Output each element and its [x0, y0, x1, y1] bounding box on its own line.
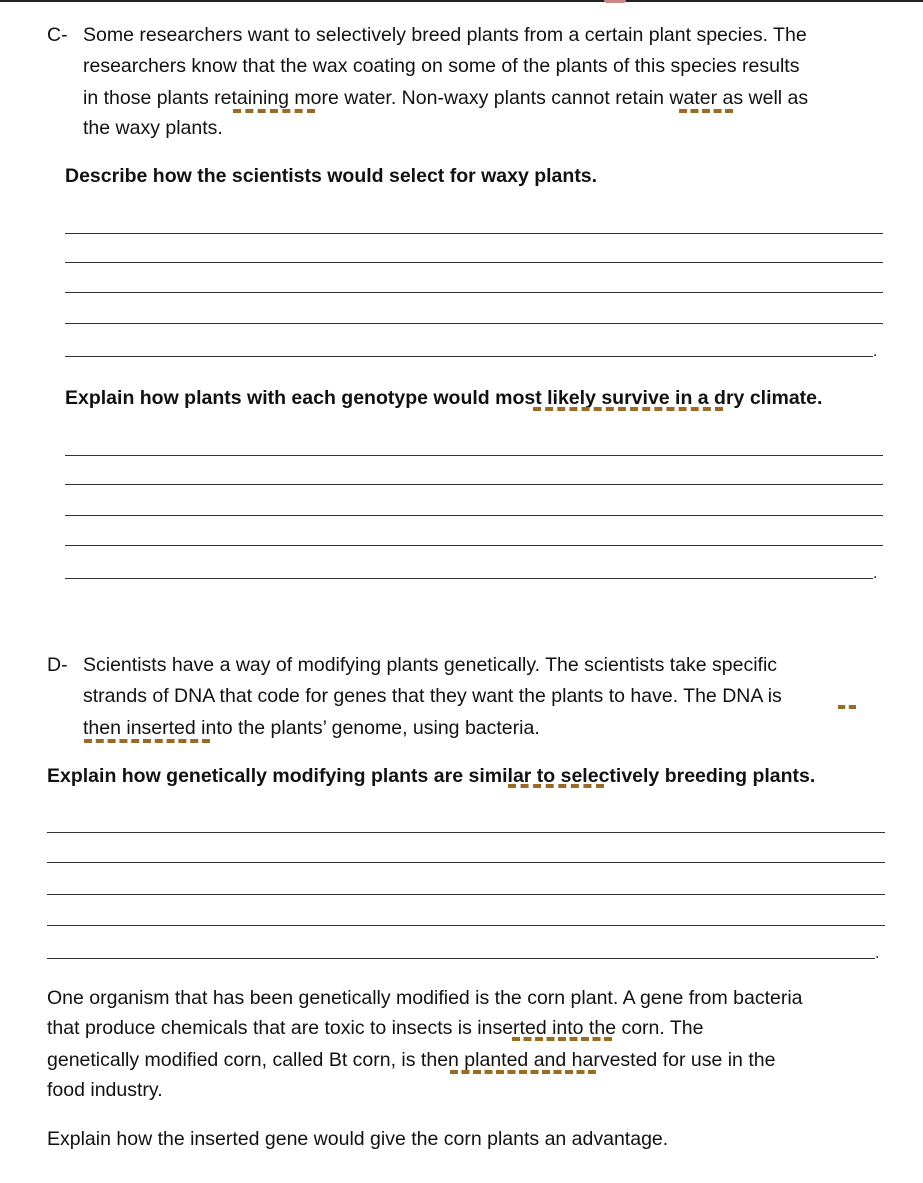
section-c-question-1: Describe how the scientists would select for waxy plants.: [65, 165, 598, 187]
section-d-question-2: Explain how the inserted gene would give the corn plants an advantage.: [47, 1128, 669, 1150]
section-c-line-2: researchers know that the wax coating on some of the plants of this species results: [83, 55, 800, 77]
section-d-paragraph-line-3: genetically modified corn, called Bt corn, is then planted and harvested for use in the: [47, 1049, 776, 1071]
section-d-paragraph-line-4: food industry.: [47, 1079, 163, 1101]
grammar-flag-retaining[interactable]: [233, 109, 315, 113]
answer-line[interactable]: [65, 262, 883, 263]
page-top-border: [0, 0, 923, 2]
answer-line[interactable]: [47, 925, 885, 926]
answer-line[interactable]: [47, 958, 875, 959]
answer-line[interactable]: [47, 894, 885, 895]
section-c-question-2: Explain how plants with each genotype would most likely survive in a dry climate.: [65, 387, 823, 409]
grammar-flag-then-inserted[interactable]: [84, 739, 210, 743]
grammar-flag-is-inserted[interactable]: [512, 1037, 612, 1041]
section-d-label: D-: [47, 654, 68, 676]
answer-line[interactable]: [65, 578, 873, 579]
section-d-question-1: Explain how genetically modifying plants are similar to selectively breeding plants.: [47, 765, 816, 787]
answer-line[interactable]: [47, 832, 885, 833]
section-c-line-3: in those plants retaining more water. Non-waxy plants cannot retain water as well as: [83, 87, 809, 109]
section-d-paragraph-line-2: that produce chemicals that are toxic to insects is inserted into the corn. The: [47, 1017, 704, 1039]
section-c-line-1: Some researchers want to selectively breed plants from a certain plant species. The: [83, 24, 807, 46]
grammar-flag-similar-to[interactable]: [508, 784, 604, 788]
answer-end-period: .: [873, 343, 878, 360]
answer-line[interactable]: [65, 233, 883, 234]
answer-line[interactable]: [65, 515, 883, 516]
section-d-line-1: Scientists have a way of modifying plants genetically. The scientists take specific: [83, 654, 778, 676]
grammar-flag-is-then-planted[interactable]: [450, 1070, 596, 1074]
section-d-line-2: strands of DNA that code for genes that they want the plants to have. The DNA is: [83, 685, 782, 707]
grammar-flag-is[interactable]: [838, 705, 856, 709]
answer-line[interactable]: [65, 292, 883, 293]
answer-line[interactable]: [65, 356, 873, 357]
grammar-flag-retain[interactable]: [679, 109, 733, 113]
answer-line[interactable]: [65, 545, 883, 546]
answer-end-period: .: [873, 565, 878, 582]
grammar-flag-most-likely-survive[interactable]: [533, 407, 723, 411]
section-d-paragraph-line-1: One organism that has been genetically modified is the corn plant. A gene from bacteria: [47, 987, 803, 1009]
section-c-label: C-: [47, 24, 68, 46]
section-d-line-3: then inserted into the plants’ genome, using bacteria.: [83, 717, 540, 739]
answer-line[interactable]: [65, 455, 883, 456]
answer-line[interactable]: [65, 484, 883, 485]
answer-end-period: .: [875, 945, 880, 962]
page-top-marker: [604, 0, 626, 3]
section-c-line-4: the waxy plants.: [83, 117, 223, 139]
answer-line[interactable]: [47, 862, 885, 863]
answer-line[interactable]: [65, 323, 883, 324]
